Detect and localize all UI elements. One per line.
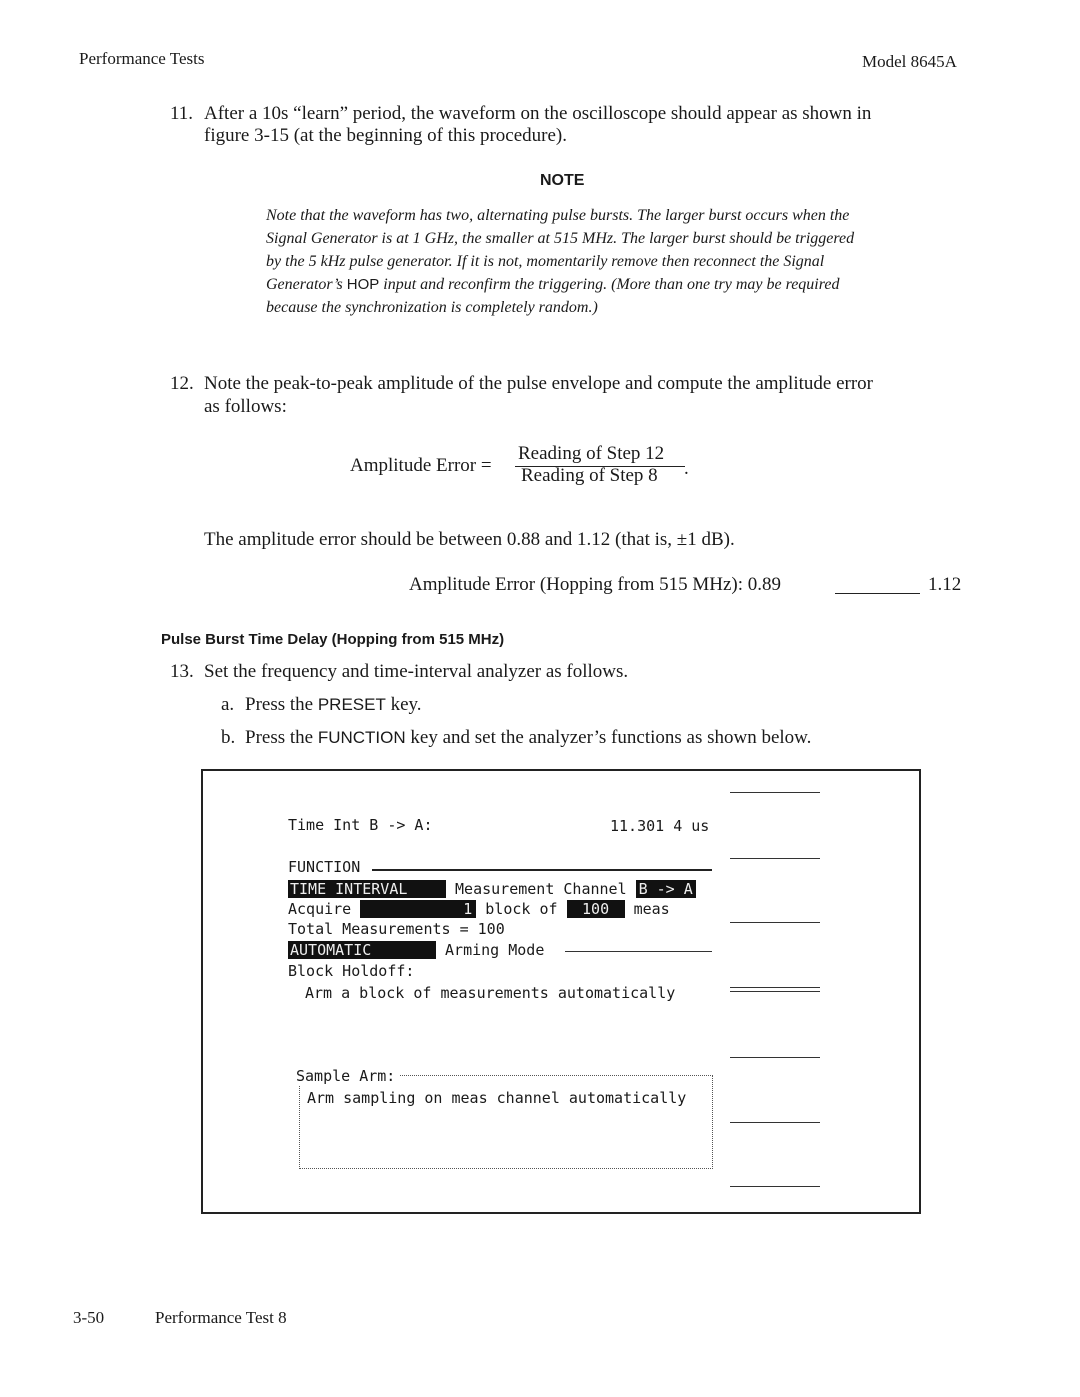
note-text-2: input and reconfirm the triggering. (More than one try may be required because the synchronization is completely random.) bbox=[266, 276, 840, 316]
time-interval-field[interactable]: TIME INTERVAL bbox=[288, 880, 446, 898]
step-13-text: Set the frequency and time-interval analyzer as follows. bbox=[204, 661, 629, 682]
running-header-left: Performance Tests bbox=[79, 49, 205, 68]
step-11-line-1: After a 10s “learn” period, the waveform on the oscilloscope should appear as shown in bbox=[204, 103, 872, 124]
step-13a-post: key. bbox=[385, 694, 422, 715]
result-max: 1.12 bbox=[928, 574, 962, 595]
step-13-number: 13. bbox=[170, 661, 194, 682]
footer-title: Performance Test 8 bbox=[155, 1308, 287, 1327]
arming-mode-field[interactable]: AUTOMATIC bbox=[288, 941, 436, 959]
softkey-line-7 bbox=[730, 1186, 820, 1187]
note-body bbox=[266, 204, 866, 319]
formula-denominator: Reading of Step 8 bbox=[521, 465, 658, 486]
function-rule bbox=[372, 869, 712, 871]
preset-key: PRESET bbox=[317, 695, 386, 714]
block-of-label: block of bbox=[485, 900, 558, 918]
row-arming bbox=[288, 941, 544, 959]
readout-label: Time Int B -> A: bbox=[288, 816, 433, 834]
total-measurements: Total Measurements = 100 bbox=[288, 920, 505, 938]
formula-lhs: Amplitude Error = bbox=[350, 455, 492, 476]
sample-arm-text: Arm sampling on meas channel automatically bbox=[307, 1089, 687, 1107]
softkey-line-4b bbox=[730, 991, 820, 992]
meas-count-field[interactable]: 100 bbox=[567, 900, 625, 918]
step-12-line-2: as follows: bbox=[204, 396, 287, 417]
formula-numerator: Reading of Step 12 bbox=[518, 443, 665, 464]
step-12-number: 12. bbox=[170, 373, 194, 394]
formula-period: . bbox=[684, 458, 689, 479]
step-11-line-2: figure 3-15 (at the beginning of this procedure). bbox=[204, 125, 567, 146]
note-text-1: Note that the waveform has two, alternating pulse bursts. The larger burst occurs when the Signal Generator is at 1 GHz, the smaller at 515 MHz. The larger burst should be triggered by the 5 kHz pulse generator. If it is not, momentarily remove then reconnect the Signal Generator’s bbox=[266, 207, 855, 293]
softkey-line-6 bbox=[730, 1122, 820, 1123]
sample-arm-label: Sample Arm: bbox=[296, 1067, 399, 1085]
function-key: FUNCTION bbox=[317, 728, 406, 747]
section-title: Pulse Burst Time Delay (Hopping from 515 MHz) bbox=[161, 631, 505, 648]
page-number: 3-50 bbox=[73, 1308, 105, 1327]
step-13a-text bbox=[245, 694, 422, 716]
hop-key: HOP bbox=[346, 276, 380, 293]
block-holdoff-label: Block Holdoff: bbox=[288, 962, 415, 980]
result-label: Amplitude Error (Hopping from 515 MHz): 0.89 bbox=[409, 574, 782, 595]
channel-field[interactable]: B -> A bbox=[636, 880, 696, 898]
block-holdoff-text: Arm a block of measurements automatically bbox=[305, 984, 676, 1002]
readout-value: 11.301 4 us bbox=[610, 817, 710, 835]
softkey-line-1 bbox=[730, 792, 820, 793]
step-13b-text bbox=[245, 727, 811, 749]
step-13b-label: b. bbox=[221, 727, 236, 748]
meas-label: meas bbox=[633, 900, 670, 918]
running-header-right: Model 8645A bbox=[862, 52, 957, 71]
result-blank bbox=[835, 593, 920, 594]
step-13b-post: key and set the analyzer’s functions as shown below. bbox=[405, 727, 812, 748]
softkey-line-5 bbox=[730, 1057, 820, 1058]
arming-mode-label: Arming Mode bbox=[445, 941, 545, 959]
error-range-sentence: The amplitude error should be between 0.88 and 1.12 (that is, ±1 dB). bbox=[204, 529, 735, 550]
acquire-label: Acquire bbox=[288, 900, 352, 918]
step-12-line-1: Note the peak-to-peak amplitude of the pulse envelope and compute the amplitude error bbox=[204, 373, 873, 394]
row-acquire bbox=[288, 900, 670, 918]
softkey-line-3 bbox=[730, 922, 820, 923]
softkey-line-4a bbox=[730, 987, 820, 988]
measurement-channel-label: Measurement Channel bbox=[455, 880, 627, 898]
softkey-line-2 bbox=[730, 858, 820, 859]
arming-rule bbox=[565, 951, 712, 952]
step-13b-pre: Press the bbox=[245, 727, 318, 748]
step-13a-label: a. bbox=[221, 694, 235, 715]
acquire-field[interactable]: 1 bbox=[360, 900, 476, 918]
note-title: NOTE bbox=[540, 172, 585, 189]
step-13a-pre: Press the bbox=[245, 694, 318, 715]
function-title: FUNCTION bbox=[288, 858, 361, 876]
row-measurement bbox=[288, 880, 696, 898]
step-11-number: 11. bbox=[170, 103, 194, 124]
